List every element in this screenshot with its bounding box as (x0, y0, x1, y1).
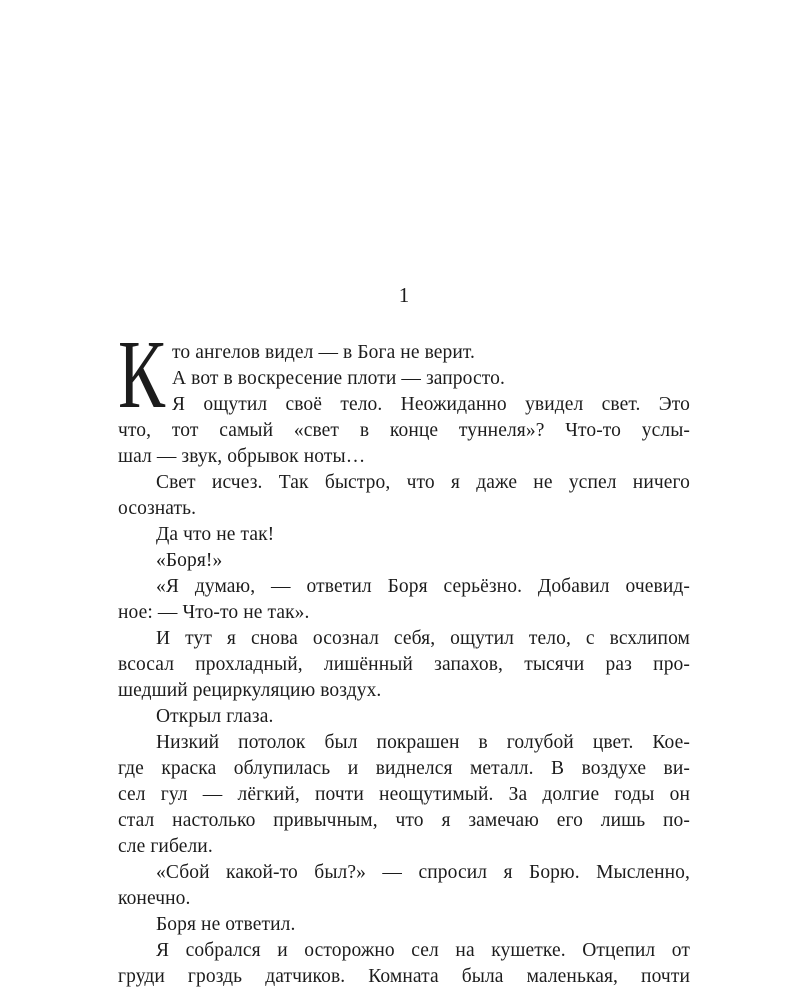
text-line: Свет исчез. Так быстро, что я даже не успел ничего (156, 472, 690, 493)
paragraph (118, 340, 690, 366)
paragraph (118, 548, 690, 574)
text-line: всосал прохладный, лишённый запахов, тысячи раз про- (118, 654, 690, 675)
text-line: Открыл глаза. (156, 706, 274, 727)
paragraph (118, 912, 690, 938)
text-line: сел гул — лёгкий, почти неощутимый. За долгие годы он (118, 784, 690, 805)
dropcap-paragraphs (118, 321, 690, 470)
paragraph (118, 730, 690, 860)
text-line: ное: — Что-то не так». (118, 602, 310, 623)
text-line: «Я думаю, — ответил Боря серьёзно. Добавил очевид- (156, 576, 690, 597)
text-line: груди гроздь датчиков. Комната была маленькая, почти (118, 966, 690, 987)
text-line: Я ощутил своё тело. Неожиданно увидел свет. Это (172, 394, 690, 415)
chapter-number: 1 (398, 283, 410, 307)
text-line: шедший рециркуляцию воздух. (118, 680, 382, 701)
drop-cap-letter: К (118, 321, 166, 429)
text-line: что, тот самый «свет в конце туннеля»? Что-то услы- (118, 420, 690, 441)
text-line: И тут я снова осознал себя, ощутил тело, с всхлипом (156, 628, 690, 649)
text-block (118, 321, 690, 990)
text-line: Низкий потолок был покрашен в голубой цвет. Кое- (156, 732, 690, 753)
text-line: «Боря!» (156, 550, 223, 571)
paragraph (118, 574, 690, 626)
text-line: шал — звук, обрывок ноты… (118, 446, 366, 467)
paragraph (118, 366, 690, 392)
text-line: где краска облупилась и виднелся металл. В воздухе ви- (118, 758, 690, 779)
text-line: стал настолько привычным, что я замечаю его лишь по- (118, 810, 690, 831)
paragraph (118, 470, 690, 522)
text-line: конечно. (118, 888, 191, 909)
body-paragraphs (118, 470, 690, 990)
paragraph (118, 626, 690, 704)
text-line: А вот в воскресение плоти — запросто. (172, 368, 505, 389)
text-line: осознать. (118, 498, 197, 519)
text-line: то ангелов видел — в Бога не верит. (172, 342, 476, 363)
paragraph (118, 704, 690, 730)
paragraph (118, 392, 690, 470)
text-line: Боря не ответил. (156, 914, 296, 935)
paragraph (118, 938, 690, 990)
text-line: сле гибели. (118, 836, 213, 857)
text-line: Да что не так! (156, 524, 275, 545)
paragraph (118, 522, 690, 548)
paragraph (118, 860, 690, 912)
dropcap-group (118, 321, 690, 470)
text-line: «Сбой какой-то был?» — спросил я Борю. Мысленно, (156, 862, 690, 883)
text-line: Я собрался и осторожно сел на кушетке. Отцепил от (156, 940, 690, 961)
